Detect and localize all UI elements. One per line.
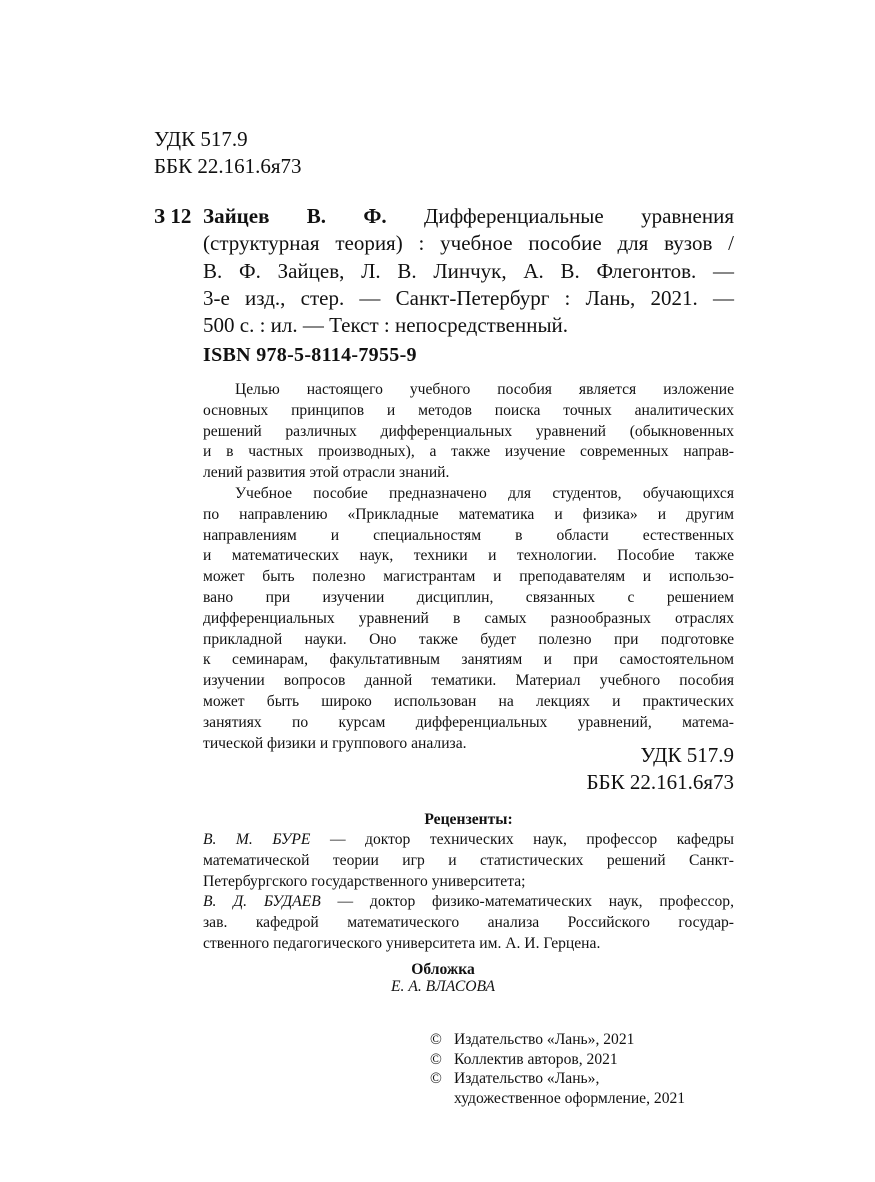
reviewer-1-line-3: Петербургского государственного университета; [203, 872, 526, 890]
reviewers [203, 830, 734, 955]
isbn: ISBN 978-5-8114-7955-9 [203, 344, 417, 366]
classification-bottom [586, 742, 734, 796]
reviewer-2-line-1 [203, 892, 734, 913]
abstract-line: может быть широко использован на лекциях и практических [203, 692, 734, 710]
abstract-line: занятиях по курсам дифференциальных уравнений, матема- [203, 713, 734, 731]
reviewer-2-line-3: ственного педагогического университета им. А. И. Герцена. [203, 934, 601, 952]
copyright-icon: © [430, 1031, 442, 1048]
copyright-line [430, 1050, 685, 1070]
abstract-line: Целью настоящего учебного пособия является изложение [235, 381, 734, 398]
copyright-continuation: художественное оформление, 2021 [454, 1089, 686, 1107]
biblio-line-2: (структурная теория) : учебное пособие для вузов / [203, 231, 734, 256]
copyright-line [430, 1069, 685, 1089]
abstract-line: по направлению «Прикладные математика и физика» и другим [203, 505, 734, 523]
abstract-line: тической физики и группового анализа. [203, 734, 467, 752]
abstract-line: направлениям и специальностям в области естественных [203, 526, 734, 544]
bibliographic-record [203, 203, 734, 339]
reviewer-1-name: В. М. БУРЕ [203, 831, 311, 848]
copyright-line [430, 1030, 685, 1050]
book-title: Дифференциальные уравнения [424, 204, 735, 228]
abstract-line: к семинарам, факультативным занятиям и при самостоятельном [203, 651, 734, 669]
biblio-line-4: 3-е изд., стер. — Санкт-Петербург : Лань, 2021. — [203, 285, 734, 310]
biblio-line-1 [203, 203, 734, 230]
abstract-line: вано при изучении дисциплин, связанных с решением [203, 588, 734, 606]
reviewers-heading: Рецензенты: [424, 811, 513, 828]
author-code: З 12 [154, 204, 192, 228]
biblio-line-5: 500 с. : ил. — Текст : непосредственный. [203, 313, 569, 338]
udk-code-bottom: УДК 517.9 [640, 743, 734, 767]
abstract-line: основных принципов и методов поиска точных аналитических [203, 401, 734, 419]
copyright-text: Коллектив авторов, 2021 [454, 1050, 618, 1068]
bbk-code: ББК 22.161.6я73 [154, 154, 302, 178]
abstract-line: лений развития этой отрасли знаний. [203, 464, 450, 482]
abstract-line: изучении вопросов данной тематики. Материал учебного пособия [203, 672, 734, 690]
copyright-text: Издательство «Лань», 2021 [454, 1031, 635, 1048]
abstract-line: может быть полезно магистрантам и преподавателям и использо- [203, 568, 734, 586]
abstract [203, 380, 734, 754]
cover-credit-title: Обложка [411, 961, 475, 978]
copyright-text: Издательство «Лань», [454, 1070, 600, 1087]
reviewer-2-name: В. Д. БУДАЕВ [203, 893, 321, 911]
biblio-line-3: В. Ф. Зайцев, Л. В. Линчук, А. В. Флегонтов. — [203, 258, 734, 283]
reviewer-2-desc: — доктор физико-математических наук, профессор, [320, 893, 735, 911]
reviewer-1-line-2: математической теории игр и статистических решений Санкт- [203, 851, 734, 869]
author-name: Зайцев В. Ф. [203, 204, 387, 228]
abstract-line: дифференциальных уравнений в самых разнообразных отраслях [203, 609, 734, 627]
copyright-icon: © [430, 1070, 442, 1087]
reviewer-1-line-1 [203, 830, 734, 851]
abstract-line: и математических наук, техники и технологии. Пособие также [203, 547, 734, 565]
copyright-icon: © [430, 1050, 442, 1068]
cover-credit-name: Е. А. ВЛАСОВА [391, 978, 495, 995]
copyright-block [430, 1030, 685, 1108]
classification-top [154, 126, 302, 180]
bbk-code-bottom: ББК 22.161.6я73 [586, 770, 734, 794]
abstract-line: прикладной науки. Оно также будет полезно при подготовке [203, 630, 734, 648]
reviewer-1-desc: — доктор технических наук, профессор кафедры [310, 831, 734, 848]
abstract-line: Учебное пособие предназначено для студентов, обучающихся [235, 484, 734, 502]
abstract-line: решений различных дифференциальных уравнений (обыкновенных [203, 422, 734, 440]
abstract-line: и в частных производных), а также изучение современных направ- [203, 443, 734, 461]
reviewer-2-line-2: зав. кафедрой математического анализа Российского государ- [203, 914, 734, 932]
udk-code: УДК 517.9 [154, 127, 248, 151]
